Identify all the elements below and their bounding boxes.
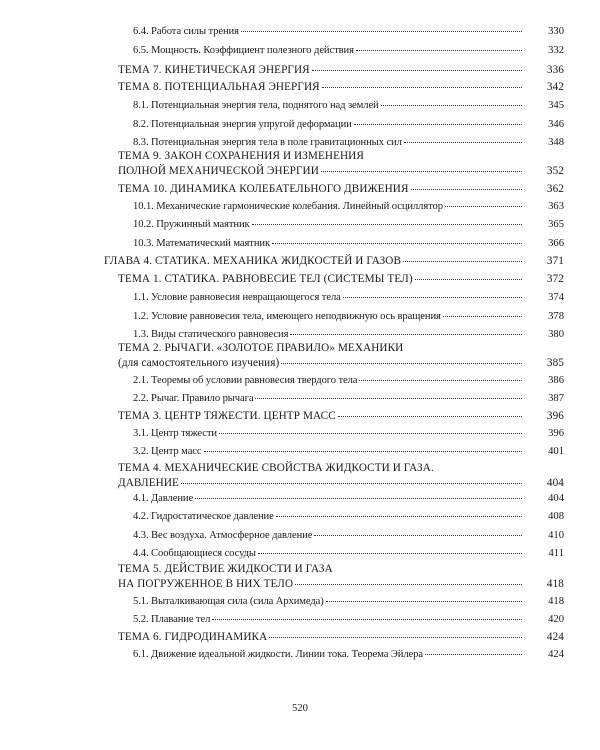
toc-entry-page: 401 <box>548 446 564 457</box>
toc-entry-title: (для самостоятельного изучения) <box>118 357 280 369</box>
toc-entry-title: ГЛАВА 4. СТАТИКА. МЕХАНИКА ЖИДКОСТЕЙ И ГАЗОВ <box>104 255 402 267</box>
toc-entry-page: 330 <box>548 26 564 37</box>
toc-entry-title: ТЕМА 6. ГИДРОДИНАМИКА <box>118 631 268 643</box>
toc-entry <box>118 410 564 422</box>
dot-leader <box>425 654 522 655</box>
dot-leader <box>258 553 522 554</box>
toc-entry-title: 8.1. Потенциальная энергия тела, поднятого над землей <box>133 100 379 111</box>
toc-entry <box>118 150 564 177</box>
toc-entry-title: 10.1. Механические гармонические колебания. Линейный осциллятор <box>133 201 443 212</box>
toc-entry <box>133 137 564 149</box>
toc-entry-title: 3.2. Центр масс <box>133 446 202 457</box>
toc-entry <box>133 238 564 250</box>
toc-entry-line <box>133 596 524 608</box>
toc-entry-title: 5.2. Плавание тел <box>133 614 211 625</box>
dot-leader <box>411 189 522 190</box>
toc-entry-page: 396 <box>548 428 564 439</box>
toc-entry-line <box>133 137 524 149</box>
toc-entry-page: 420 <box>548 614 564 625</box>
toc-entry <box>104 255 564 267</box>
toc-entry-line <box>118 273 524 285</box>
toc-entry-line <box>133 26 524 38</box>
toc-entry-title: 6.1. Движение идеальной жидкости. Линии тока. Теорема Эйлера <box>133 649 423 660</box>
toc-entry-page: 424 <box>548 649 564 660</box>
dot-leader <box>212 619 522 620</box>
toc-entry-title: ТЕМА 10. ДИНАМИКА КОЛЕБАТЕЛЬНОГО ДВИЖЕНИЯ <box>118 183 409 195</box>
toc-entry-title: ТЕМА 7. КИНЕТИЧЕСКАЯ ЭНЕРГИЯ <box>118 64 310 76</box>
toc-entry-line <box>104 255 524 267</box>
toc-entry-line <box>133 649 524 661</box>
toc-entry-title: 10.3. Математический маятник <box>133 238 271 249</box>
toc-entry <box>133 119 564 131</box>
toc-entry-line <box>118 563 524 575</box>
dot-leader <box>312 70 522 71</box>
toc-entry-title: ДАВЛЕНИЕ <box>118 477 179 489</box>
toc-entry-line <box>133 219 524 231</box>
toc-entry-title: 2.1. Теоремы об условии равновесия твердого тела <box>133 375 358 386</box>
toc-entry-line <box>133 428 524 440</box>
toc-entry-line <box>133 614 524 626</box>
toc-entry <box>133 292 564 304</box>
toc-entry-line <box>118 477 524 489</box>
toc-entry-page: 348 <box>548 137 564 148</box>
toc-entry-page: 408 <box>548 511 564 522</box>
toc-entry-line <box>133 292 524 304</box>
toc-entry <box>133 530 564 542</box>
toc-entry-line <box>133 393 524 405</box>
toc-entry-line <box>118 183 524 195</box>
dot-leader <box>403 261 522 262</box>
toc-entry-line <box>118 357 524 369</box>
toc-entry-page: 366 <box>548 238 564 249</box>
toc-entry <box>133 219 564 231</box>
dot-leader <box>269 637 522 638</box>
toc-entry-line <box>133 329 524 341</box>
toc-entry-title: 5.1. Выталкивающая сила (сила Архимеда) <box>133 596 324 607</box>
toc-entry-line <box>118 81 524 93</box>
toc-entry-title: ПОЛНОЙ МЕХАНИЧЕСКОЙ ЭНЕРГИИ <box>118 165 319 177</box>
toc-entry <box>118 631 564 643</box>
toc-entry-line <box>133 511 524 523</box>
dot-leader <box>314 535 522 536</box>
toc-entry <box>118 183 564 195</box>
toc-entry <box>133 596 564 608</box>
toc-entry-page: 336 <box>546 64 564 76</box>
toc-entry-line <box>133 311 524 323</box>
toc-entry-title: ТЕМА 1. СТАТИКА. РАВНОВЕСИЕ ТЕЛ (СИСТЕМЫ ТЕЛ) <box>118 273 413 285</box>
toc-entry-title: 1.2. Условие равновесия тела, имеющего неподвижную ось вращения <box>133 311 441 322</box>
toc-entry-page: 378 <box>548 311 564 322</box>
toc-entry-line <box>133 493 524 505</box>
toc-entry-line <box>133 375 524 387</box>
toc-entry-page: 411 <box>548 548 564 559</box>
toc-entry-title: 4.3. Вес воздуха. Атмосферное давление <box>133 530 313 541</box>
toc-entry <box>133 649 564 661</box>
toc-entry-line <box>133 45 524 57</box>
dot-leader <box>276 516 522 517</box>
toc-entry-page: 372 <box>546 273 564 285</box>
toc-entry-title: 6.5. Мощность. Коэффициент полезного действия <box>133 45 354 56</box>
dot-leader <box>326 601 522 602</box>
toc-entry-page: 363 <box>548 201 564 212</box>
dot-leader <box>295 584 522 585</box>
toc-entry <box>133 26 564 38</box>
toc-entry-title: ТЕМА 4. МЕХАНИЧЕСКИЕ СВОЙСТВА ЖИДКОСТИ И ГАЗА. <box>118 462 434 474</box>
page-number: 520 <box>292 703 308 714</box>
toc-entry-line <box>133 548 524 560</box>
dot-leader <box>359 380 522 381</box>
toc-entry-line <box>118 410 524 422</box>
toc-entry-title: 6.4. Работа силы трения <box>133 26 239 37</box>
toc-entry-title: 4.1. Давление <box>133 493 194 504</box>
toc-entry-page: 418 <box>548 596 564 607</box>
toc-entry <box>133 393 564 405</box>
toc-entry-title: 2.2. Рычаг. Правило рычага <box>133 393 254 404</box>
toc-entry <box>133 614 564 626</box>
toc-entry-line <box>118 150 524 162</box>
toc-entry-title: 1.1. Условие равновесия невращающегося тела <box>133 292 341 303</box>
toc-entry-page: 346 <box>548 119 564 130</box>
toc-entry-title: 1.3. Виды статического равновесия <box>133 329 289 340</box>
toc-entry-line <box>118 631 524 643</box>
dot-leader <box>381 105 522 106</box>
toc-entry <box>133 511 564 523</box>
toc-entry-title: ТЕМА 2. РЫЧАГИ. «ЗОЛОТОЕ ПРАВИЛО» МЕХАНИКИ <box>118 342 404 354</box>
dot-leader <box>281 363 522 364</box>
toc-entry-page: 396 <box>546 410 564 422</box>
toc-entry-page: 386 <box>548 375 564 386</box>
toc-entry-line <box>118 462 524 474</box>
dot-leader <box>404 142 522 143</box>
toc-entry <box>118 81 564 93</box>
toc-entry-title: 4.2. Гидростатическое давление <box>133 511 274 522</box>
dot-leader <box>204 451 522 452</box>
toc-entry-title: 8.2. Потенциальная энергия упругой деформации <box>133 119 352 130</box>
dot-leader <box>272 243 522 244</box>
dot-leader <box>445 206 522 207</box>
toc-entry-line <box>133 530 524 542</box>
toc-entry-title: 10.2. Пружинный маятник <box>133 219 250 230</box>
dot-leader <box>181 483 522 484</box>
toc-entry-page: 380 <box>548 329 564 340</box>
toc-entry-title: ТЕМА 9. ЗАКОН СОХРАНЕНИЯ И ИЗМЕНЕНИЯ <box>118 150 364 162</box>
toc-entry-page: 410 <box>548 530 564 541</box>
toc-entry-page: 385 <box>546 357 564 369</box>
toc-entry-line <box>133 100 524 112</box>
toc-entry-line <box>133 119 524 131</box>
toc-entry-title: 4.4. Сообщающиеся сосуды <box>133 548 256 559</box>
toc-entry-title: 8.3. Потенциальная энергия тела в поле гравитационных сил <box>133 137 402 148</box>
toc-entry-title: ТЕМА 3. ЦЕНТР ТЯЖЕСТИ. ЦЕНТР МАСС <box>118 410 336 422</box>
toc-entry-title: НА ПОГРУЖЕННОЕ В НИХ ТЕЛО <box>118 578 294 590</box>
toc-entry-page: 424 <box>546 631 564 643</box>
toc-entry <box>133 446 564 458</box>
dot-leader <box>343 297 522 298</box>
toc-entry <box>133 493 564 505</box>
toc-entry-page: 387 <box>548 393 564 404</box>
toc-entry-page: 418 <box>546 578 564 590</box>
toc-entry-line <box>118 64 524 76</box>
toc-entry-page: 345 <box>548 100 564 111</box>
toc-entry-page: 342 <box>546 81 564 93</box>
toc-entry <box>118 342 564 369</box>
toc-entry-line <box>118 342 524 354</box>
dot-leader <box>356 50 522 51</box>
toc-entry-title: ТЕМА 5. ДЕЙСТВИЕ ЖИДКОСТИ И ГАЗА <box>118 563 333 575</box>
dot-leader <box>195 498 522 499</box>
toc-entry-page: 365 <box>548 219 564 230</box>
toc-entry-page: 404 <box>546 477 564 489</box>
toc-entry-line <box>118 578 524 590</box>
toc-entry-page: 352 <box>546 165 564 177</box>
dot-leader <box>241 31 522 32</box>
toc-entry <box>133 311 564 323</box>
toc-entry <box>118 64 564 76</box>
toc-entry-page: 371 <box>546 255 564 267</box>
toc-entry <box>133 548 564 560</box>
dot-leader <box>338 416 522 417</box>
toc-entry <box>133 329 564 341</box>
toc-entry-title: 3.1. Центр тяжести <box>133 428 217 439</box>
toc-entry-page: 404 <box>548 493 564 504</box>
dot-leader <box>290 334 522 335</box>
toc-entry-line <box>133 201 524 213</box>
toc-entry-line <box>133 446 524 458</box>
dot-leader <box>322 87 522 88</box>
toc-entry <box>133 45 564 57</box>
toc-entry-page: 332 <box>548 45 564 56</box>
toc-entry <box>118 273 564 285</box>
toc-entry <box>133 100 564 112</box>
dot-leader <box>321 171 522 172</box>
dot-leader <box>443 316 522 317</box>
toc-entry <box>118 462 564 489</box>
dot-leader <box>255 398 522 399</box>
toc-entry-line <box>118 165 524 177</box>
toc-entry <box>133 375 564 387</box>
toc-entry-line <box>133 238 524 250</box>
toc-entry-page: 374 <box>548 292 564 303</box>
toc-entry-page: 362 <box>546 183 564 195</box>
dot-leader <box>354 124 522 125</box>
dot-leader <box>252 224 522 225</box>
dot-leader <box>219 433 522 434</box>
toc-entry-title: ТЕМА 8. ПОТЕНЦИАЛЬНАЯ ЭНЕРГИЯ <box>118 81 320 93</box>
toc-entry <box>118 563 564 590</box>
toc-entry <box>133 201 564 213</box>
dot-leader <box>415 279 522 280</box>
toc-entry <box>133 428 564 440</box>
